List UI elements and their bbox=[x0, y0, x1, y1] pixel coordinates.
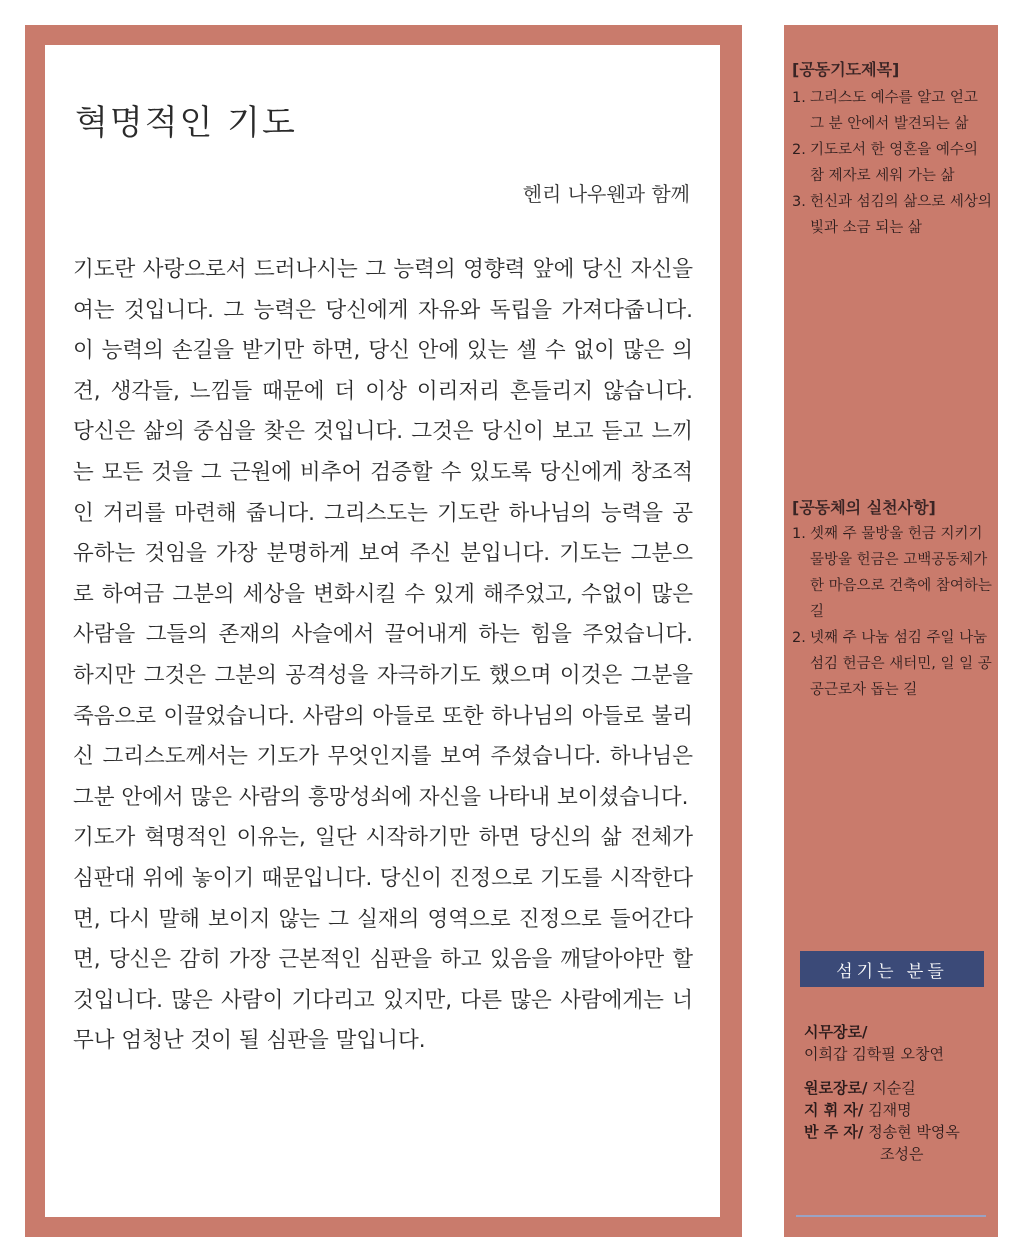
sidebar-panel bbox=[784, 25, 998, 1237]
practice-list bbox=[792, 521, 992, 703]
practice-heading: [공동체의 실천사항] bbox=[792, 498, 936, 517]
list-item: 1. 셋째 주 물방울 헌금 지키기 물방울 헌금은 고백공동체가 한 마음으로 건축에 참여하는 길 bbox=[792, 526, 992, 620]
roster-elders bbox=[804, 1021, 994, 1065]
servants-banner: 섬기는 분들 bbox=[800, 951, 984, 987]
prayer-topics-list bbox=[792, 85, 992, 241]
article-frame bbox=[25, 25, 742, 1237]
article-paragraph: 기도가 혁명적인 이유는, 일단 시작하기만 하면 당신의 삶 전체가 심판대 위에 놓이기 때문입니다. 당신이 진정으로 기도를 시작한다면, 다시 말해 보이지 않는 그 실재의 영역으로 진정으로 들어간다면, 당신은 감히 가장 근본적인 심판을 하고 있음을 깨달아야만 할 것입니다. 많은 사람이 기다리고 있지만, 다른 많은 사람에게는 너무나 엄청난 것이 될 심판을 말입니다. bbox=[73, 825, 693, 1054]
article-paragraph: 기도란 사랑으로서 드러나시는 그 능력의 영향력 앞에 당신 자신을 여는 것입니다. 그 능력은 당신에게 자유와 독립을 가져다줍니다. 이 능력의 손길을 받기만 하면, 당신 안에 있는 셀 수 없이 많은 의견, 생각들, 느낌들 때문에 더 이상 이리저리 흔들리지 않습니다. 당신은 삶의 중심을 찾은 것입니다. 그것은 당신이 보고 듣고 느끼는 모든 것을 그 근원에 비추어 검증할 수 있도록 당신에게 창조적인 거리를 마련해 줍니다. 그리스도는 기도란 하나님의 능력을 공유하는 것임을 가장 분명하게 보여 주신 분입니다. 기도는 그분으로 하여금 그분의 세상을 변화시킬 수 있게 해주었고, 수없이 많은 사람을 그들의 존재의 사슬에서 끌어내게 하는 힘을 주었습니다. 하지만 그것은 그분의 공격성을 자극하기도 했으며 이것은 그분을 죽음으로 이끌었습니다. 사람의 아들로 또한 하나님의 아들로 불리신 그리스도께서는 기도가 무엇인지를 보여 주셨습니다. 하나님은 그분 안에서 많은 사람의 흥망성쇠에 자신을 나타내 보이셨습니다. bbox=[73, 257, 693, 810]
list-item: 2. 기도로서 한 영혼을 예수의 참 제자로 세워 가는 삶 bbox=[792, 142, 978, 184]
elders-label: 시무장로/ bbox=[804, 1023, 868, 1041]
article-body bbox=[73, 250, 693, 1062]
prayer-topics-heading: [공동기도제목] bbox=[792, 60, 900, 79]
list-item: 1. 그리스도 예수를 알고 얻고 그 분 안에서 발견되는 삶 bbox=[792, 90, 978, 132]
article-byline: 헨리 나우웬과 함께 bbox=[522, 182, 690, 206]
list-item: 3. 헌신과 섬김의 삶으로 세상의 빛과 소금 되는 삶 bbox=[792, 194, 992, 236]
accompanist-row: 반 주 자/ 정송현 박영옥 bbox=[804, 1123, 960, 1141]
elders-names: 이희갑 김학필 오창연 bbox=[804, 1045, 944, 1063]
accompanist-row-2: 조성은 bbox=[880, 1145, 924, 1163]
article-title: 혁명적인 기도 bbox=[75, 103, 297, 143]
roster-staff bbox=[804, 1077, 994, 1165]
divider bbox=[796, 1215, 986, 1217]
conductor-row: 지 휘 자/ 김재명 bbox=[804, 1101, 912, 1119]
article-panel bbox=[45, 45, 720, 1217]
emeritus-row: 원로장로/ 지순길 bbox=[804, 1079, 916, 1097]
list-item: 2. 넷째 주 나눔 섬김 주일 나눔 섬김 헌금은 새터민, 일 일 공공근로자 돕는 길 bbox=[792, 630, 992, 698]
